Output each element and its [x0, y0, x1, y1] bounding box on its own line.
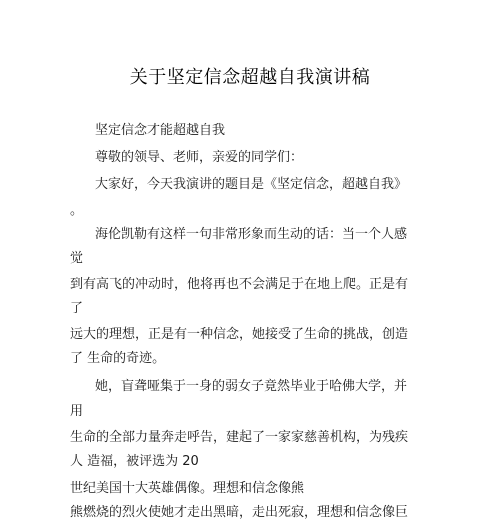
text-line: 生命的全部力量奔走呼告，建起了一家家慈善机构，为残疾: [70, 430, 409, 445]
text-line: 。: [70, 203, 84, 218]
text-line: 人 造福，被评选为 20: [70, 454, 199, 469]
text-line: 用: [70, 404, 84, 419]
text-line: 大家好，今天我演讲的题目是《坚定信念，超越自我》: [95, 177, 408, 192]
text-line: 到有高飞的冲动时，他将再也不会满足于在地上爬。正是有: [70, 277, 409, 292]
text-line: 海伦凯勒有这样一句非常形象而生动的话：当一个人感: [95, 227, 408, 242]
document-title: 关于坚定信念超越自我演讲稿: [129, 67, 371, 88]
text-line: 世纪美国十大英雄偶像。理想和信念像熊: [70, 481, 305, 496]
text-line: 坚定信念才能超越自我: [95, 123, 226, 138]
text-line: 尊敬的领导、老师，亲爱的同学们：: [95, 150, 304, 165]
text-line: 远大的理想，正是有一种信念，她接受了生命的挑战，创造: [70, 327, 409, 342]
text-line: 了 生命的奇迹。: [70, 351, 166, 366]
text-line: 熊燃烧的烈火使她才走出黑暗，走出死寂，理想和信念像巨: [70, 505, 409, 520]
text-line: 觉: [70, 251, 84, 266]
text-line: 了: [70, 301, 84, 316]
text-line: 她，盲聋哑集于一身的弱女子竟然毕业于哈佛大学，并: [95, 379, 408, 394]
